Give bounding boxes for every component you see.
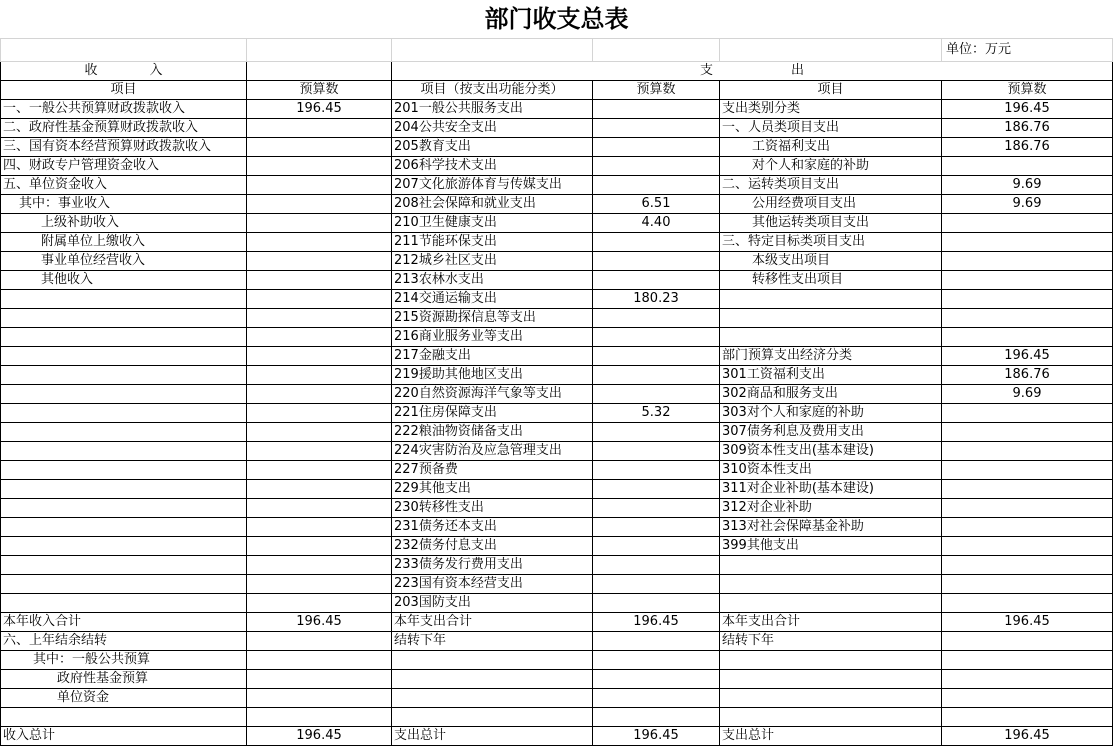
table-row [1, 347, 1113, 366]
cell-type-item [720, 328, 942, 347]
cell-income-item [1, 518, 247, 537]
table-row [1, 176, 1113, 195]
cell-function-budget [593, 556, 720, 575]
cell-function-budget [593, 385, 720, 404]
cell-type-budget [942, 651, 1113, 670]
cell-type-item: 一、人员类项目支出 [720, 119, 942, 138]
cell-income-budget: 196.45 [247, 727, 392, 746]
cell-income-item: 附属单位上缴收入 [1, 233, 247, 252]
cell-function-item: 215资源勘探信息等支出 [392, 309, 593, 328]
budget-table [0, 38, 1113, 746]
cell-income-budget [247, 385, 392, 404]
cell-type-item: 303对个人和家庭的补助 [720, 404, 942, 423]
cell-function-budget [593, 537, 720, 556]
table-row [1, 594, 1113, 613]
cell-income-item [1, 442, 247, 461]
cell-income-item [1, 556, 247, 575]
cell-income-item [1, 480, 247, 499]
cell-income-budget [247, 461, 392, 480]
cell-type-item: 支出类别分类 [720, 100, 942, 119]
cell-function-item: 212城乡社区支出 [392, 252, 593, 271]
cell-income-item [1, 328, 247, 347]
cell-type-budget [942, 157, 1113, 176]
cell-type-budget: 186.76 [942, 138, 1113, 157]
cell-function-budget [593, 670, 720, 689]
cell-function-item: 219援助其他地区支出 [392, 366, 593, 385]
cell-function-item [392, 651, 593, 670]
table-row [1, 461, 1113, 480]
cell-function-budget [593, 442, 720, 461]
cell-function-item: 213农林水支出 [392, 271, 593, 290]
cell-income-item: 事业单位经营收入 [1, 252, 247, 271]
cell-function-budget [593, 480, 720, 499]
cell-function-budget: 4.40 [593, 214, 720, 233]
cell-income-budget [247, 176, 392, 195]
table-row [1, 195, 1113, 214]
cell-type-budget [942, 499, 1113, 518]
cell-type-budget [942, 518, 1113, 537]
table-row [1, 214, 1113, 233]
cell-income-budget [247, 252, 392, 271]
cell-income-budget [247, 138, 392, 157]
cell-income-budget [247, 442, 392, 461]
unit-label: 单位：万元 [942, 39, 1113, 62]
table-row [1, 727, 1113, 746]
cell-type-budget [942, 442, 1113, 461]
cell-income-item: 二、政府性基金预算财政拨款收入 [1, 119, 247, 138]
cell-income-budget: 196.45 [247, 613, 392, 632]
cell-function-budget [593, 461, 720, 480]
cell-income-item: 本年收入合计 [1, 613, 247, 632]
cell-function-item: 224灾害防治及应急管理支出 [392, 442, 593, 461]
blank-cell [392, 39, 593, 62]
unit-row [1, 39, 1113, 62]
cell-function-item: 205教育支出 [392, 138, 593, 157]
cell-income-item: 其他收入 [1, 271, 247, 290]
cell-income-item: 一、一般公共预算财政拨款收入 [1, 100, 247, 119]
cell-income-item [1, 594, 247, 613]
cell-function-item [392, 708, 593, 727]
section-row [1, 62, 1113, 81]
col-header-function-item: 项目（按支出功能分类） [392, 81, 593, 100]
col-header-type-item: 项目 [720, 81, 942, 100]
cell-income-budget [247, 651, 392, 670]
cell-function-item: 208社会保障和就业支出 [392, 195, 593, 214]
cell-income-budget [247, 575, 392, 594]
cell-type-item: 对个人和家庭的补助 [720, 157, 942, 176]
cell-income-budget [247, 214, 392, 233]
cell-type-item: 310资本性支出 [720, 461, 942, 480]
cell-income-budget [247, 632, 392, 651]
cell-income-budget: 196.45 [247, 100, 392, 119]
table-row [1, 499, 1113, 518]
cell-type-budget [942, 708, 1113, 727]
header-row [1, 81, 1113, 100]
cell-type-item [720, 594, 942, 613]
cell-income-item: 四、财政专户管理资金收入 [1, 157, 247, 176]
cell-income-item [1, 499, 247, 518]
cell-income-item [1, 461, 247, 480]
cell-function-budget [593, 689, 720, 708]
cell-income-budget [247, 309, 392, 328]
page-title: 部门收支总表 [484, 5, 629, 33]
cell-function-item [392, 689, 593, 708]
col-header-income-budget: 预算数 [247, 81, 392, 100]
cell-function-budget [593, 138, 720, 157]
cell-function-budget: 196.45 [593, 727, 720, 746]
cell-income-budget [247, 328, 392, 347]
cell-function-item: 结转下年 [392, 632, 593, 651]
cell-type-budget [942, 556, 1113, 575]
cell-function-budget [593, 632, 720, 651]
cell-income-item [1, 347, 247, 366]
table-row [1, 404, 1113, 423]
cell-type-budget [942, 480, 1113, 499]
cell-type-budget [942, 461, 1113, 480]
cell-function-budget [593, 328, 720, 347]
cell-function-budget [593, 347, 720, 366]
cell-function-budget [593, 100, 720, 119]
cell-type-item: 309资本性支出(基本建设) [720, 442, 942, 461]
cell-type-item [720, 670, 942, 689]
cell-type-budget [942, 404, 1113, 423]
cell-type-budget [942, 214, 1113, 233]
cell-type-item [720, 309, 942, 328]
cell-function-budget [593, 176, 720, 195]
expense-section-label: 支 出 [392, 62, 1113, 81]
cell-type-budget: 196.45 [942, 727, 1113, 746]
cell-type-item: 转移性支出项目 [720, 271, 942, 290]
cell-income-budget [247, 404, 392, 423]
col-header-function-budget: 预算数 [593, 81, 720, 100]
cell-function-item: 217金融支出 [392, 347, 593, 366]
cell-type-budget [942, 271, 1113, 290]
cell-income-item: 单位资金 [1, 689, 247, 708]
cell-type-item [720, 556, 942, 575]
cell-type-budget [942, 423, 1113, 442]
blank-cell [247, 62, 392, 81]
cell-type-budget: 186.76 [942, 119, 1113, 138]
cell-type-budget [942, 689, 1113, 708]
blank-cell [1, 39, 247, 62]
col-header-income-item: 项目 [1, 81, 247, 100]
blank-cell [593, 39, 720, 62]
cell-type-item: 二、运转类项目支出 [720, 176, 942, 195]
cell-type-budget: 186.76 [942, 366, 1113, 385]
table-row [1, 632, 1113, 651]
cell-income-budget [247, 347, 392, 366]
cell-income-budget [247, 233, 392, 252]
cell-function-budget [593, 157, 720, 176]
cell-function-budget [593, 309, 720, 328]
cell-income-budget [247, 480, 392, 499]
cell-function-item: 211节能环保支出 [392, 233, 593, 252]
cell-type-budget [942, 594, 1113, 613]
cell-type-budget: 9.69 [942, 195, 1113, 214]
cell-type-budget [942, 575, 1113, 594]
cell-function-item: 221住房保障支出 [392, 404, 593, 423]
cell-function-item: 210卫生健康支出 [392, 214, 593, 233]
cell-type-item: 其他运转类项目支出 [720, 214, 942, 233]
cell-income-budget [247, 499, 392, 518]
cell-type-item: 311对企业补助(基本建设) [720, 480, 942, 499]
cell-income-item: 收入总计 [1, 727, 247, 746]
cell-function-budget [593, 594, 720, 613]
cell-function-item: 223国有资本经营支出 [392, 575, 593, 594]
cell-type-budget [942, 632, 1113, 651]
cell-income-budget [247, 195, 392, 214]
cell-type-budget [942, 252, 1113, 271]
cell-type-budget [942, 290, 1113, 309]
cell-function-item: 214交通运输支出 [392, 290, 593, 309]
table-row [1, 518, 1113, 537]
cell-income-item: 政府性基金预算 [1, 670, 247, 689]
table-row [1, 119, 1113, 138]
cell-type-item: 399其他支出 [720, 537, 942, 556]
cell-function-budget [593, 233, 720, 252]
table-row [1, 366, 1113, 385]
cell-function-item: 230转移性支出 [392, 499, 593, 518]
cell-type-item: 312对企业补助 [720, 499, 942, 518]
cell-income-item [1, 404, 247, 423]
cell-type-item [720, 290, 942, 309]
cell-income-item [1, 385, 247, 404]
cell-type-item [720, 575, 942, 594]
table-row [1, 309, 1113, 328]
cell-function-item: 207文化旅游体育与传媒支出 [392, 176, 593, 195]
cell-function-item: 201一般公共服务支出 [392, 100, 593, 119]
cell-type-item: 结转下年 [720, 632, 942, 651]
cell-income-budget [247, 290, 392, 309]
cell-function-budget [593, 499, 720, 518]
table-row [1, 689, 1113, 708]
cell-type-item: 支出总计 [720, 727, 942, 746]
cell-income-budget [247, 366, 392, 385]
table-row [1, 556, 1113, 575]
table-row [1, 100, 1113, 119]
cell-type-item [720, 689, 942, 708]
cell-type-budget: 9.69 [942, 385, 1113, 404]
cell-income-budget [247, 423, 392, 442]
cell-type-item: 部门预算支出经济分类 [720, 347, 942, 366]
cell-income-budget [247, 518, 392, 537]
table-row [1, 385, 1113, 404]
cell-income-item: 上级补助收入 [1, 214, 247, 233]
table-row [1, 138, 1113, 157]
cell-type-item: 302商品和服务支出 [720, 385, 942, 404]
cell-type-item [720, 651, 942, 670]
cell-function-budget [593, 366, 720, 385]
blank-cell [720, 39, 942, 62]
cell-income-item: 三、国有资本经营预算财政拨款收入 [1, 138, 247, 157]
table-row [1, 708, 1113, 727]
cell-income-budget [247, 537, 392, 556]
cell-income-item [1, 290, 247, 309]
cell-income-item: 五、单位资金收入 [1, 176, 247, 195]
cell-function-item: 231债务还本支出 [392, 518, 593, 537]
cell-type-budget [942, 309, 1113, 328]
cell-type-item [720, 708, 942, 727]
cell-function-budget [593, 423, 720, 442]
table-row [1, 157, 1113, 176]
table-row [1, 651, 1113, 670]
cell-type-budget [942, 328, 1113, 347]
table-row [1, 328, 1113, 347]
cell-function-budget [593, 575, 720, 594]
cell-function-budget: 196.45 [593, 613, 720, 632]
cell-type-budget [942, 233, 1113, 252]
col-header-type-budget: 预算数 [942, 81, 1113, 100]
cell-income-budget [247, 556, 392, 575]
cell-function-item: 216商业服务业等支出 [392, 328, 593, 347]
cell-function-item: 227预备费 [392, 461, 593, 480]
cell-income-budget [247, 670, 392, 689]
cell-function-item: 232债务付息支出 [392, 537, 593, 556]
cell-income-budget [247, 689, 392, 708]
cell-function-budget [593, 271, 720, 290]
cell-income-item: 六、上年结余结转 [1, 632, 247, 651]
cell-income-budget [247, 119, 392, 138]
table-row [1, 423, 1113, 442]
cell-function-item: 220自然资源海洋气象等支出 [392, 385, 593, 404]
cell-function-budget [593, 708, 720, 727]
cell-type-item: 工资福利支出 [720, 138, 942, 157]
cell-type-budget: 196.45 [942, 100, 1113, 119]
table-row [1, 252, 1113, 271]
cell-function-item: 233债务发行费用支出 [392, 556, 593, 575]
cell-function-budget: 180.23 [593, 290, 720, 309]
cell-type-item: 313对社会保障基金补助 [720, 518, 942, 537]
cell-type-budget [942, 670, 1113, 689]
table-row [1, 480, 1113, 499]
table-row [1, 290, 1113, 309]
cell-type-item: 公用经费项目支出 [720, 195, 942, 214]
cell-function-item: 支出总计 [392, 727, 593, 746]
cell-function-budget [593, 651, 720, 670]
cell-function-item [392, 670, 593, 689]
cell-income-item [1, 366, 247, 385]
cell-income-item: 其中：事业收入 [1, 195, 247, 214]
blank-cell [247, 39, 392, 62]
cell-income-budget [247, 157, 392, 176]
cell-type-item: 307债务利息及费用支出 [720, 423, 942, 442]
cell-function-item: 204公共安全支出 [392, 119, 593, 138]
cell-function-budget [593, 119, 720, 138]
cell-income-budget [247, 708, 392, 727]
cell-income-item [1, 423, 247, 442]
cell-income-item: 其中：一般公共预算 [1, 651, 247, 670]
table-row [1, 537, 1113, 556]
cell-type-item: 三、特定目标类项目支出 [720, 233, 942, 252]
cell-type-item: 本级支出项目 [720, 252, 942, 271]
cell-function-item: 222粮油物资储备支出 [392, 423, 593, 442]
cell-type-budget: 196.45 [942, 347, 1113, 366]
cell-income-budget [247, 271, 392, 290]
cell-income-item [1, 537, 247, 556]
cell-type-item: 本年支出合计 [720, 613, 942, 632]
cell-income-item [1, 309, 247, 328]
cell-function-item: 本年支出合计 [392, 613, 593, 632]
table-row [1, 442, 1113, 461]
cell-function-item: 229其他支出 [392, 480, 593, 499]
cell-function-budget [593, 252, 720, 271]
table-row [1, 575, 1113, 594]
income-section-label: 收 入 [1, 62, 247, 81]
table-row [1, 670, 1113, 689]
table-row [1, 233, 1113, 252]
cell-income-item [1, 708, 247, 727]
cell-type-budget: 196.45 [942, 613, 1113, 632]
cell-type-budget: 9.69 [942, 176, 1113, 195]
cell-function-budget [593, 518, 720, 537]
cell-type-item: 301工资福利支出 [720, 366, 942, 385]
table-row [1, 613, 1113, 632]
cell-function-budget: 6.51 [593, 195, 720, 214]
cell-income-budget [247, 594, 392, 613]
cell-function-item: 203国防支出 [392, 594, 593, 613]
table-row [1, 271, 1113, 290]
cell-function-budget: 5.32 [593, 404, 720, 423]
cell-type-budget [942, 537, 1113, 556]
cell-income-item [1, 575, 247, 594]
cell-function-item: 206科学技术支出 [392, 157, 593, 176]
